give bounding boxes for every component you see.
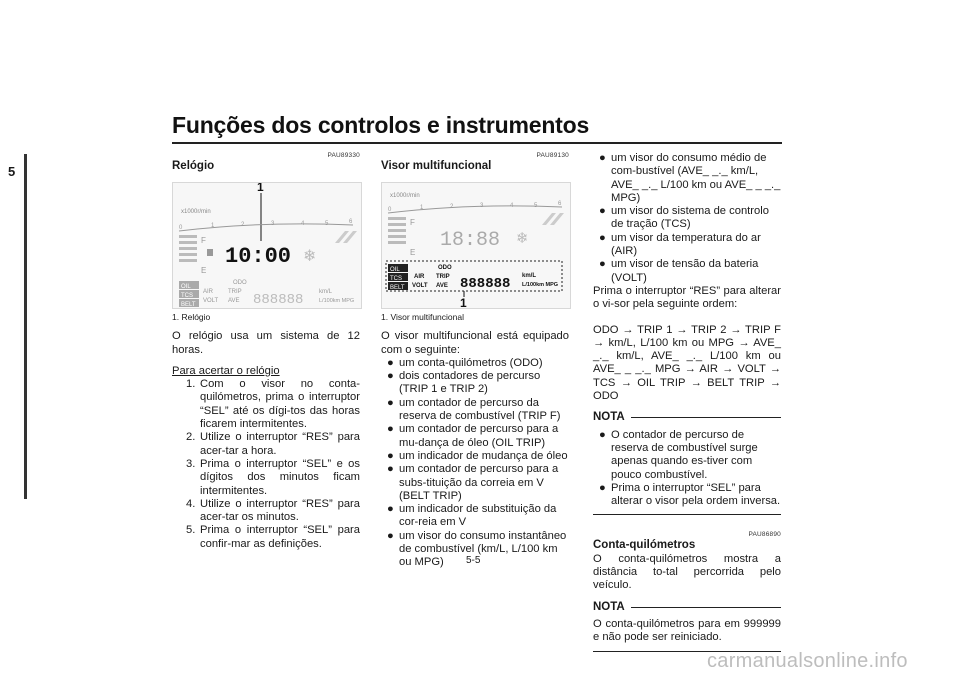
list-item: ● um visor da temperatura do ar (AIR) — [599, 231, 761, 258]
fuel-bar — [179, 241, 197, 244]
paragraph-odometer-note: O conta-quilómetros para em 999999 e não pode ser reiniciado. — [593, 617, 781, 644]
fuel-bar — [388, 229, 406, 232]
paragraph-clock-intro: O relógio usa um sistema de 12 horas. — [172, 330, 360, 356]
tick-label: 1 — [420, 205, 424, 212]
column-mfd — [381, 152, 569, 570]
odo-label: ODO — [438, 265, 452, 272]
note-list — [593, 429, 781, 509]
mfd-feature-list — [381, 357, 569, 570]
rpm-unit-label: x1000r/min — [181, 209, 211, 216]
chapter-number: 5 — [8, 164, 16, 179]
section-heading-odometer: Conta-quilómetros — [593, 539, 696, 552]
paragraph-order-intro: Prima o interruptor “RES” para alterar o vi-sor pela seguinte ordem: — [593, 284, 781, 311]
fuel-bar — [388, 241, 406, 244]
figure-caption: 1. Relógio — [172, 312, 211, 323]
section-heading-mfd: Visor multifuncional — [381, 160, 492, 172]
watermark: carmanualsonline.info — [707, 650, 908, 672]
ave-label: AVE — [228, 298, 240, 305]
list-item: 4. Utilize o interruptor “RES” para acer-tar os minutos. — [186, 497, 360, 524]
section-heading-clock: Relógio — [172, 160, 215, 172]
list-item: ● um conta-quilómetros (ODO) — [387, 356, 543, 369]
callout-number: 1 — [460, 296, 467, 309]
note-label: NOTA — [593, 600, 625, 613]
odo-label: ODO — [233, 280, 247, 287]
subheading-set-clock: Para acertar o relógio — [172, 364, 280, 377]
belt-label: BELT — [181, 302, 196, 309]
note-header — [593, 411, 781, 424]
fuel-bar — [388, 235, 406, 238]
fuel-empty-label: E — [410, 248, 416, 258]
list-item: 1. Com o visor no conta-quilómetros, prima o interruptor “SEL” até os dígi-tos das horas ficarem intermitentes. — [186, 378, 360, 431]
paragraph-odometer: O conta-quilómetros mostra a distância to-tal percorrida pelo veículo. — [593, 552, 781, 592]
lcd-time: 10:00 — [225, 244, 292, 270]
tick-label: 6 — [558, 201, 562, 208]
lcd-illustration-clock — [173, 183, 361, 308]
tick-label: 2 — [450, 204, 454, 211]
page-title: Funções dos controlos e instrumentos — [172, 112, 590, 138]
reference-code: PAU89130 — [536, 152, 569, 159]
tick-label: 4 — [510, 203, 514, 210]
tick-label: 2 — [241, 222, 245, 229]
lcd-illustration-mfd — [382, 183, 570, 308]
list-item: ● dois contadores de percurso (TRIP 1 e TRIP 2) — [387, 370, 541, 396]
fuel-full-label: F — [201, 236, 206, 246]
callout-number: 1 — [257, 183, 264, 195]
figure-caption: 1. Visor multifuncional — [381, 312, 464, 323]
trip-label: TRIP — [436, 274, 450, 281]
list-item: ● um indicador de mudança de óleo — [387, 449, 568, 462]
speed-bars — [542, 213, 564, 225]
reference-code: PAU89330 — [327, 152, 360, 159]
list-item: ● um visor do consumo instantâneo de combustível (km/L, L/100 km ou MPG) — [387, 529, 567, 569]
oil-label: OIL — [181, 284, 191, 291]
lcd-figure-mfd — [381, 182, 571, 309]
tick-label: 5 — [325, 221, 329, 228]
list-item: ● um contador de percurso da reserva de combustível (TRIP F) — [387, 396, 561, 423]
tcs-label: TCS — [390, 276, 402, 283]
tick-label: 5 — [534, 203, 538, 210]
paragraph-mfd-intro: O visor multifuncional está equipado com o seguinte: — [381, 330, 569, 356]
tcs-label: TCS — [181, 293, 193, 300]
volt-label: VOLT — [203, 298, 219, 305]
reference-code: PAU86890 — [748, 531, 781, 539]
tick-label: 0 — [179, 225, 183, 232]
column-clock — [172, 152, 360, 551]
air-label: AIR — [414, 274, 425, 281]
mfd-feature-list-continued — [593, 152, 781, 285]
tick-label: 4 — [301, 221, 305, 228]
list-item: ● um visor do consumo médio de com-bustível (AVE_ _._ km/L, AVE_ _._ L/100 km ou AVE_ _ _._ MPG) — [599, 152, 781, 204]
note-header — [593, 601, 781, 614]
list-item: ● um visor de tensão da bateria (VOLT) — [599, 258, 759, 284]
note-label: NOTA — [593, 411, 625, 424]
belt-label: BELT — [390, 285, 405, 292]
volt-label: VOLT — [412, 283, 428, 290]
fuel-bar — [388, 223, 406, 226]
title-rule — [172, 142, 782, 144]
lcd-figure-clock — [172, 182, 362, 309]
kml-label: km/L — [522, 273, 537, 280]
note-end-rule — [593, 514, 781, 515]
l100-label: L/100km MPG — [522, 282, 559, 289]
list-item: ● Prima o interruptor “SEL” para alterar o visor pela ordem inversa. — [599, 481, 781, 508]
fuel-full-label: F — [410, 218, 415, 228]
tick-label: 3 — [271, 221, 275, 228]
list-item: 3. Prima o interruptor “SEL” e os dígitos dos minutos ficam intermitentes. — [186, 457, 360, 497]
odometer-digits: 888888 — [253, 292, 304, 309]
air-label: AIR — [203, 289, 214, 296]
steps-list — [172, 378, 360, 551]
odometer-digits: 888888 — [460, 276, 511, 293]
tick-label: 1 — [211, 223, 215, 230]
tick-label: 0 — [388, 207, 392, 214]
tick-label: 6 — [349, 219, 353, 226]
list-item: 5. Prima o interruptor “SEL” para confir-mar as definições. — [186, 524, 360, 550]
list-item: ● O contador de percurso de reserva de combustível surge apenas quando es-tiver com pouco combustível. — [599, 428, 758, 481]
fuel-bar — [179, 253, 197, 256]
rpm-unit-label: x1000r/min — [390, 193, 420, 200]
paragraph-order-sequence: ODO → TRIP 1 → TRIP 2 → TRIP F → km/L, L/100 km ou MPG → AVE_ _._ km/L, AVE_ _._ L/100 km ou AVE_ _ _._ MPG → AIR → VOLT → TCS → OIL TRIP → BELT TRIP → ODO — [593, 323, 781, 403]
l100-label: L/100km MPG — [319, 298, 355, 305]
fuel-bar — [179, 259, 197, 262]
fuel-pump-icon — [207, 249, 213, 256]
fuel-bar — [179, 235, 197, 238]
kml-label: km/L — [319, 289, 333, 296]
fuel-empty-label: E — [201, 266, 207, 276]
list-item: ● um contador de percurso para a mu-dança de óleo (OIL TRIP) — [387, 423, 559, 449]
page-number: 5-5 — [466, 555, 481, 566]
list-item: ● um indicador de substituição da cor-reia em V — [387, 503, 557, 529]
tick-label: 3 — [480, 203, 484, 210]
fuel-bar — [179, 247, 197, 250]
snowflake-icon: ❄ — [516, 230, 529, 248]
chapter-tab — [0, 154, 27, 499]
ave-label: AVE — [436, 283, 448, 290]
lcd-time: 18:88 — [440, 229, 501, 253]
snowflake-icon: ❄ — [303, 248, 317, 266]
list-item: ● um contador de percurso para a subs-tituição da correia em V (BELT TRIP) — [387, 463, 559, 502]
trip-label: TRIP — [228, 289, 242, 296]
oil-label: OIL — [390, 267, 400, 274]
fuel-bar — [388, 217, 406, 220]
speed-bars — [335, 231, 357, 243]
column-mfd-continued — [593, 152, 781, 652]
list-item: 2. Utilize o interruptor “RES” para acer-tar a hora. — [186, 431, 360, 457]
list-item: ● um visor do sistema de controlo de tração (TCS) — [599, 205, 769, 231]
